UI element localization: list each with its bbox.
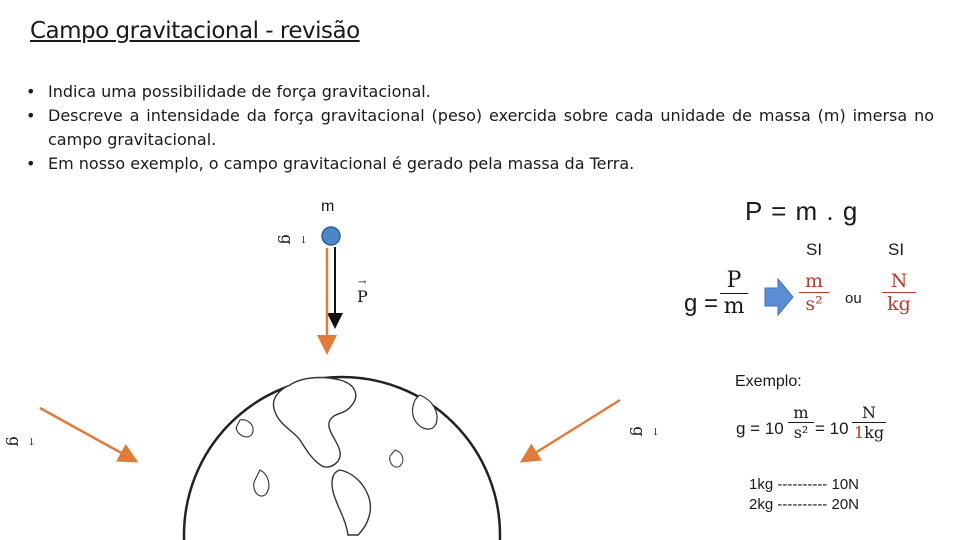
example-line: 1kg ---------- 10N bbox=[749, 476, 859, 493]
example-line: 2kg ---------- 20N bbox=[749, 496, 859, 513]
example-label: Exemplo: bbox=[735, 373, 802, 390]
slide-title: Campo gravitacional - revisão bbox=[30, 18, 360, 44]
earth-globe bbox=[184, 377, 500, 540]
si-label: SI bbox=[806, 240, 823, 259]
weight-formula: P = m . g bbox=[745, 196, 859, 226]
or-label: ou bbox=[845, 290, 862, 307]
field-arrow-left bbox=[40, 408, 134, 460]
si-label: SI bbox=[888, 240, 905, 259]
bullet-item: • Em nosso exemplo, o campo gravitacional é gerado pela massa da Terra. bbox=[24, 152, 934, 176]
field-vector-label: → g bbox=[277, 234, 309, 245]
implies-arrow-icon bbox=[765, 279, 793, 315]
weight-vector-label: → P bbox=[357, 277, 368, 306]
g-formula-lhs: g = bbox=[684, 290, 719, 317]
bullet-dot: • bbox=[26, 106, 36, 125]
bullet-dot: • bbox=[26, 82, 36, 101]
bullet-dot: • bbox=[26, 154, 36, 173]
bullet-item: • Descreve a intensidade da força gravitacional (peso) exercida sobre cada unidade de massa (m) imersa no campo gravitacional. bbox=[26, 106, 934, 149]
field-vector-label: → g bbox=[629, 426, 661, 437]
example-fraction-ms2: $\frac{m}{\text{s²}}$ bbox=[788, 403, 814, 442]
field-arrow-right bbox=[524, 400, 620, 460]
unit-fraction-nkg: $\frac{N}{kg}$ bbox=[882, 270, 916, 315]
field-vector-label: → g bbox=[5, 436, 37, 447]
g-fraction: $\frac{P}{m}$ bbox=[720, 268, 748, 319]
example-lhs: g = 10 bbox=[736, 419, 784, 438]
mass-ball bbox=[322, 227, 340, 245]
unit-fraction-ms2: $\frac{m}{\text{s²}}$ bbox=[799, 270, 829, 315]
example-mid: = 10 bbox=[815, 419, 849, 438]
bullet-item: • Indica uma possibilidade de força gravitacional. bbox=[24, 80, 934, 104]
example-fraction-nkg: $\frac{N}{1kg}$ bbox=[854, 403, 885, 442]
mass-label: m bbox=[321, 198, 335, 215]
